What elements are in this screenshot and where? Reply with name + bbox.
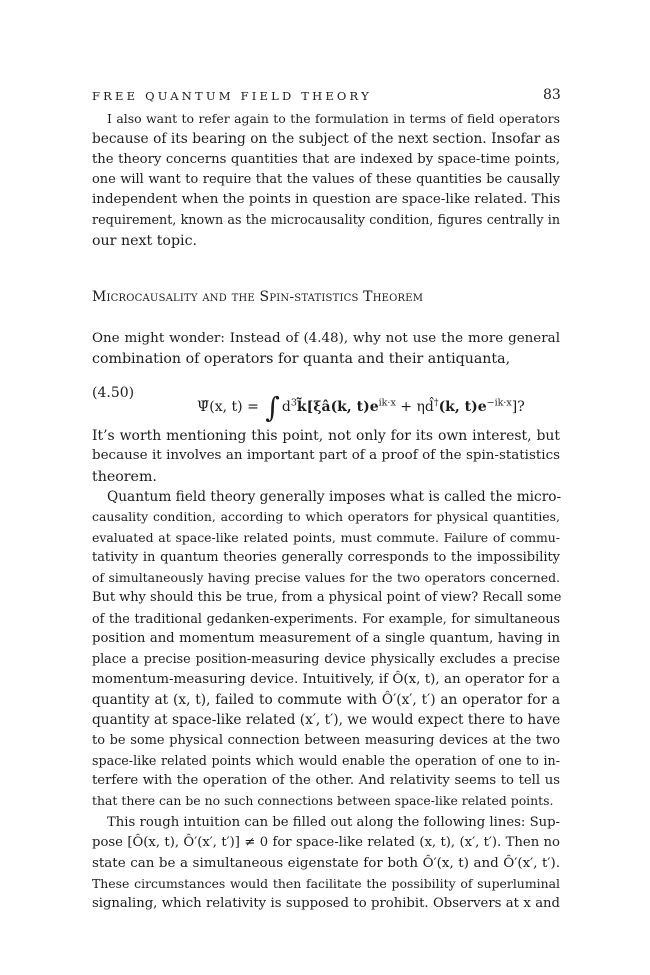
text-line: independent when the points in question are space-like related. This [92, 192, 561, 208]
text-line: This rough intuition can be filled out along the following lines: Sup- [107, 815, 560, 830]
text-line: because it involves an important part of a proof of the spin-statistics [92, 448, 560, 464]
text-line: one will want to require that the values of these quantities be causally [92, 171, 560, 187]
text-line: Quantum field theory generally imposes what is called the micro- [107, 489, 562, 505]
section-heading-part-1: Microcausality and the [92, 289, 260, 305]
text-line: I also want to refer again to the formulation in terms of field operators [107, 111, 560, 126]
text-line: requirement, known as the microcausality condition, figures centrally in [92, 212, 560, 228]
text-line: space-like related points which would enable the operation of one to in- [92, 752, 560, 768]
paragraph-remark [92, 426, 560, 487]
text-line: But why should this be true, from a physical point of view? Recall some [92, 590, 562, 606]
text-line: combination of operators for quanta and their antiquanta, [92, 351, 511, 368]
equation-rhs-a: d [281, 399, 291, 415]
equation-rhs-c: + ηd̂ [395, 399, 434, 415]
text-line: quantity at space-like related (x′, t′), we would expect there to have [92, 712, 561, 729]
equation-rhs-c-sup: † [433, 397, 439, 409]
paragraph-intuition [92, 813, 560, 914]
text-line: that there can be no such connections between space-like related points. [92, 793, 554, 809]
equation-4-50 [92, 377, 560, 424]
equation-rhs-d-sup: −ik·x [486, 397, 512, 409]
text-line: terfere with the operation of the other. And relativity seems to tell us [92, 773, 560, 789]
text-line: of the traditional gedanken-experiments. For example, for simultaneous [92, 610, 560, 626]
equation-rhs-a-sup: 3 [290, 397, 297, 409]
text-line: These circumstances would then facilitate the possibility of superluminal [92, 875, 560, 891]
text-line: causality condition, according to which operators for physical quantities, [92, 509, 560, 525]
equation-number: (4.50) [92, 385, 135, 401]
equation-rhs-b-sup: ik·x [378, 397, 396, 409]
text-line: the theory concerns quantities that are indexed by space-time points, [92, 151, 560, 167]
text-line: quantity at (x, t), failed to commute with Ô′(x′, t′) an operator for a [92, 691, 560, 708]
text-line: signaling, which relativity is supposed to prohibit. Observers at x and [92, 896, 560, 912]
text-line: evaluated at space-like related points, must commute. Failure of commu- [92, 529, 560, 545]
text-line: One might wonder: Instead of (4.48), why not use the more general [92, 331, 560, 346]
equation-body [197, 385, 525, 424]
equation-rhs-e: ]? [511, 399, 525, 415]
text-line: It’s worth mentioning this point, not only for its own interest, but [92, 428, 560, 444]
text-line: because of its bearing on the subject of the next section. Insofar as [92, 131, 560, 148]
text-line: of simultaneously having precise values for the two operators concerned. [92, 570, 560, 586]
text-line: momentum-measuring device. Intuitively, if Ô(x, t), an operator for a [92, 671, 560, 687]
text-line: position and momentum measurement of a single quantum, having in [92, 631, 560, 647]
text-line: our next topic. [92, 232, 198, 249]
section-heading [92, 289, 423, 305]
section-heading-part-2: Spin-statistics Theorem [259, 289, 424, 305]
text-line: place a precise position-measuring device physically excludes a precise [92, 651, 560, 667]
paragraph-question [92, 329, 560, 370]
text-line: to be some physical connection between measuring devices at the two [92, 732, 560, 748]
text-line: state can be a simultaneous eigenstate for both Ô′(x, t) and Ô′(x′, t′). [92, 855, 560, 871]
text-line: theorem. [92, 468, 157, 485]
text-line: tativity in quantum theories generally corresponds to the impossibility [92, 549, 560, 565]
paragraph-intro [92, 109, 560, 251]
text-line: pose [Ô(x, t), Ô′(x′, t′)] ≠ 0 for space-like related (x, t), (x′, t′). Then no [92, 835, 560, 851]
paragraph-microcausality [92, 487, 560, 812]
page-number: 83 [543, 87, 561, 103]
running-head: FREE QUANTUM FIELD THEORY [92, 89, 372, 103]
integral-sign: ∫ [265, 391, 280, 424]
equation-rhs-b: k̃[ξâ(k, t)e [296, 399, 379, 415]
equation-lhs: Ψ̂(x, t) = [197, 399, 259, 415]
equation-rhs-d: (k, t)e [438, 399, 487, 415]
